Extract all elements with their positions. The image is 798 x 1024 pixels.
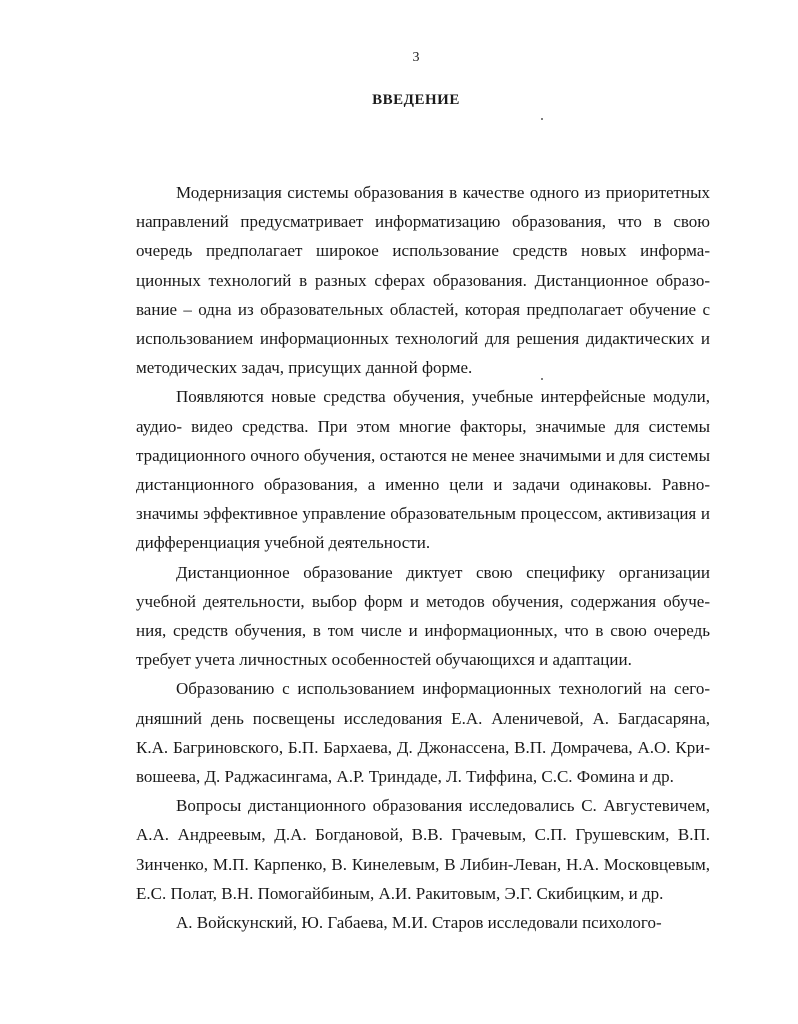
page-title: ВВЕДЕНИЕ	[372, 92, 460, 108]
paragraph: Дистанционное образование диктует свою специфику организации учебной деятельности, выбор форм и методов обучения, содержания обучения, средств обучения, в том числе и информационных, что в свою очередь требует учета личностных особенностей обучающихся и адаптации.	[136, 562, 710, 670]
paragraph: А. Войскунский, Ю. Габаева, М.И. Старов исследовали психолого-	[176, 913, 662, 933]
paragraph: Образованию с использованием информационных технологий на сегодняшний день посвещены исследования Е.А. Аленичевой, А. Багдасаряна, К.А. Багриновского, Б.П. Бархаева, Д. Джонассена, В.П. Домрачева, А.О. Кривошеева, Д. Раджасингама, А.Р. Триндаде, Л. Тиффина, С.С. Фомина и др.	[136, 679, 710, 787]
paragraph: Вопросы дистанционного образования исследовались С. Августевичем, А.А. Андреевым, Д.А. Богдановой, В.В. Грачевым, С.П. Грушевским, В.П. Зинченко, М.П. Карпенко, В. Кинелевым, В Либин-Леван, Н.А. Московцевым, Е.С. Полат, В.Н. Помогайбиным, А.И. Ракитовым, Э.Г. Скибицким, и др.	[136, 796, 710, 903]
page-number: 3	[412, 50, 420, 65]
paragraph: Появляются новые средства обучения, учебные интерфейсные модули, аудио- видео средства. При этом многие факторы, значимые для системы традиционного очного обучения, остаются не менее значимыми и для системы дистанционного образования, а именно цели и задачи одинаковы. Равнозначимы эффективное управление образовательным процессом, активизация и дифференциация учебной деятельности.	[136, 387, 710, 553]
scan-speck	[541, 118, 543, 120]
body-text	[136, 178, 710, 937]
paragraph: Модернизация системы образования в качестве одного из приоритетных направлений предусматривает информатизацию образования, что в свою очередь предполагает широкое использование средств новых информационных технологий в разных сферах образования. Дистанционное образование – одна из образовательных областей, которая предполагает обучение с использованием информационных технологий для решения дидактических и методических задач, присущих данной форме.	[136, 183, 710, 378]
